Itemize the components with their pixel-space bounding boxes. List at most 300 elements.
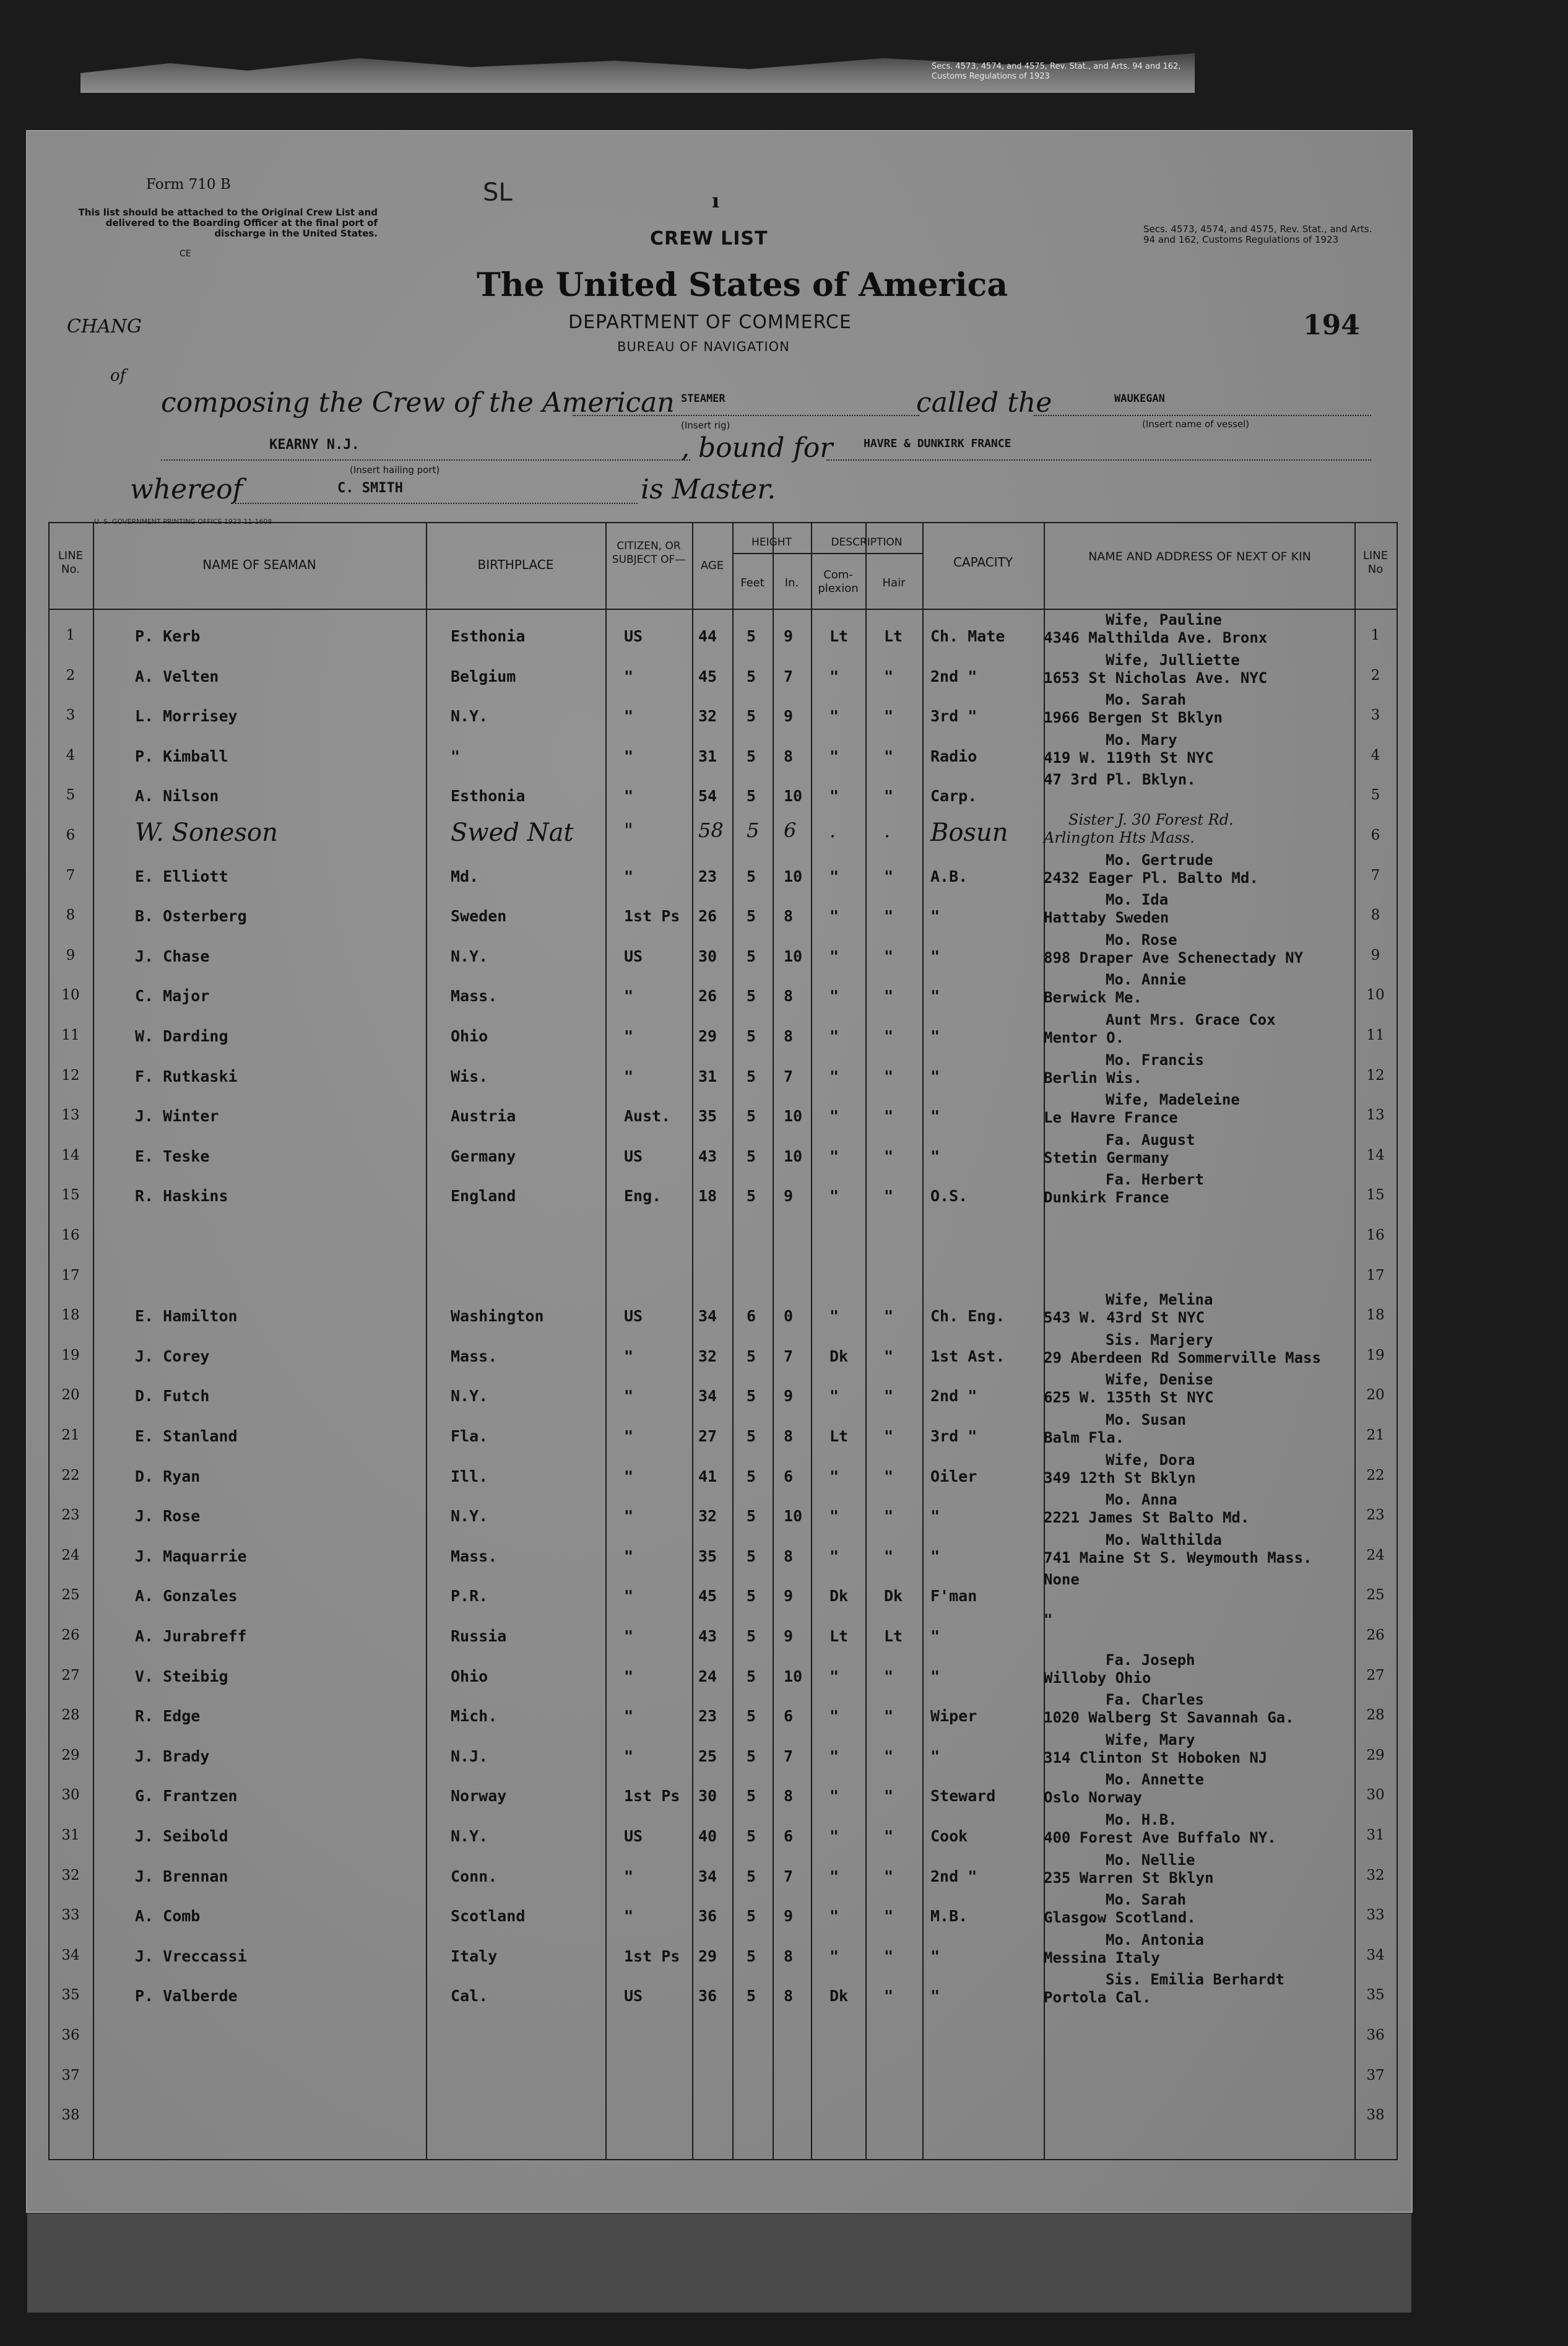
hair: " bbox=[884, 667, 894, 685]
line-number-right: 34 bbox=[1366, 1947, 1385, 1963]
complexion: " bbox=[829, 1707, 839, 1726]
next-of-kin bbox=[1044, 611, 1267, 647]
next-of-kin bbox=[1044, 651, 1267, 687]
next-of-kin-address: 741 Maine St S. Weymouth Mass. bbox=[1044, 1549, 1312, 1566]
next-of-kin-address: 2221 James St Balto Md. bbox=[1044, 1509, 1250, 1527]
next-of-kin-address: Berlin Wis. bbox=[1044, 1069, 1142, 1087]
next-of-kin bbox=[1044, 1011, 1276, 1047]
hair: " bbox=[884, 787, 894, 806]
crew-table bbox=[48, 522, 1398, 2160]
height-feet: 5 bbox=[747, 1347, 756, 1365]
next-of-kin bbox=[1044, 1851, 1214, 1887]
line-number-right: 29 bbox=[1366, 1747, 1385, 1763]
citizenship: Aust. bbox=[624, 1107, 671, 1126]
capacity: Ch. Mate bbox=[930, 627, 1005, 645]
hair: " bbox=[884, 1987, 894, 2005]
citizenship: US bbox=[624, 1827, 643, 1845]
line-number-right: 28 bbox=[1366, 1707, 1385, 1724]
citizenship: " bbox=[624, 667, 634, 685]
line-number-right: 8 bbox=[1371, 907, 1380, 924]
capacity: Wiper bbox=[930, 1707, 977, 1726]
table-row bbox=[48, 2095, 1398, 2134]
seaman-name: B. Osterberg bbox=[135, 907, 247, 926]
citizenship: " bbox=[624, 707, 634, 726]
next-of-kin-address: Le Havre France bbox=[1044, 1109, 1178, 1127]
next-of-kin bbox=[1044, 851, 1258, 887]
seaman-name: J. Seibold bbox=[135, 1827, 228, 1845]
age: 29 bbox=[698, 1947, 717, 1965]
line-number: 17 bbox=[61, 1267, 80, 1284]
hair: Lt bbox=[884, 627, 903, 645]
height-inches: 9 bbox=[784, 627, 794, 645]
capacity: " bbox=[930, 1627, 940, 1645]
capacity: " bbox=[930, 1747, 940, 1765]
seaman-name: J. Chase bbox=[135, 947, 210, 965]
birthplace: Esthonia bbox=[451, 627, 526, 645]
header-description: DESCRIPTION bbox=[831, 536, 903, 549]
line-number-right: 2 bbox=[1371, 667, 1380, 684]
age: 44 bbox=[698, 627, 717, 645]
age: 35 bbox=[698, 1547, 717, 1565]
next-of-kin-address: 349 12th St Bklyn bbox=[1044, 1469, 1196, 1487]
hailing-fill-line bbox=[161, 458, 690, 461]
citizenship: " bbox=[624, 1387, 634, 1405]
line-number-right: 13 bbox=[1366, 1107, 1385, 1124]
height-feet: 5 bbox=[747, 1787, 756, 1805]
line-number: 23 bbox=[61, 1507, 80, 1524]
next-of-kin-address: Messina Italy bbox=[1044, 1948, 1160, 1966]
hair: " bbox=[884, 1547, 894, 1565]
table-row bbox=[48, 931, 1398, 975]
table-row bbox=[48, 1851, 1398, 1895]
table-row bbox=[48, 651, 1398, 695]
capacity: O.S. bbox=[930, 1187, 968, 1206]
country-title: The United States of America bbox=[477, 266, 1008, 304]
subheader-line bbox=[732, 553, 922, 554]
table-row bbox=[48, 1331, 1398, 1375]
complexion: . bbox=[829, 819, 836, 842]
next-of-kin-address: 1966 Bergen St Bklyn bbox=[1044, 709, 1223, 727]
height-feet: 5 bbox=[747, 1387, 756, 1405]
next-of-kin-name: Mo. Walthilda bbox=[1106, 1531, 1222, 1549]
capacity: " bbox=[930, 947, 940, 965]
next-of-kin bbox=[1044, 1531, 1312, 1567]
next-of-kin-name: Fa. Herbert bbox=[1106, 1171, 1204, 1189]
complexion: " bbox=[829, 787, 839, 806]
age: 23 bbox=[698, 1707, 717, 1726]
next-of-kin bbox=[1044, 1051, 1204, 1087]
line-number: 33 bbox=[61, 1907, 80, 1924]
whereof-label: whereof bbox=[130, 474, 243, 505]
line-number: 24 bbox=[61, 1547, 80, 1563]
citizenship: US bbox=[624, 1987, 643, 2005]
vessel-fill-line bbox=[1034, 414, 1371, 416]
table-row bbox=[48, 1931, 1398, 1975]
next-of-kin-address: 314 Clinton St Hoboken NJ bbox=[1044, 1749, 1268, 1766]
citizenship: " bbox=[624, 1547, 634, 1565]
capacity: Steward bbox=[930, 1787, 996, 1805]
complexion: Lt bbox=[829, 1627, 849, 1645]
capacity: " bbox=[930, 907, 940, 926]
next-of-kin bbox=[1044, 1771, 1204, 1807]
line-number: 9 bbox=[66, 947, 76, 963]
seaman-name: W. Soneson bbox=[135, 819, 278, 847]
citizenship: " bbox=[624, 1507, 634, 1526]
height-feet: 5 bbox=[747, 1427, 756, 1445]
department-title: DEPARTMENT OF COMMERCE bbox=[568, 311, 852, 333]
next-of-kin-name: Wife, Pauline bbox=[1106, 611, 1222, 628]
citizenship: 1st Ps bbox=[624, 1787, 680, 1805]
hair: Lt bbox=[884, 1627, 903, 1645]
line-number-right: 17 bbox=[1366, 1267, 1385, 1284]
complexion: " bbox=[829, 1467, 839, 1485]
citizenship: " bbox=[624, 867, 634, 885]
height-inches: 10 bbox=[784, 1667, 803, 1685]
line-number-right: 15 bbox=[1366, 1187, 1385, 1204]
age: 26 bbox=[698, 987, 717, 1006]
birthplace: Russia bbox=[451, 1627, 507, 1645]
height-inches: 10 bbox=[784, 1147, 803, 1165]
line-number: 22 bbox=[61, 1467, 80, 1484]
citizenship: Eng. bbox=[624, 1187, 662, 1206]
height-inches: 10 bbox=[784, 947, 803, 965]
line-number: 19 bbox=[61, 1347, 80, 1363]
next-of-kin bbox=[1044, 1811, 1276, 1847]
capacity: 2nd " bbox=[930, 1867, 977, 1885]
height-inches: 10 bbox=[784, 1507, 803, 1526]
height-feet: 5 bbox=[747, 1507, 756, 1526]
seaman-name: E. Elliott bbox=[135, 867, 228, 885]
crew-list-title: CREW LIST bbox=[650, 228, 768, 250]
next-of-kin-name: Wife, Dora bbox=[1106, 1451, 1195, 1469]
capacity: " bbox=[930, 1507, 940, 1526]
vessel-rig: STEAMER bbox=[681, 393, 726, 405]
master-fill-line bbox=[235, 502, 638, 504]
height-inches: 9 bbox=[784, 1587, 794, 1605]
age: 25 bbox=[698, 1747, 717, 1765]
table-row bbox=[48, 1731, 1398, 1775]
attach-instructions: This list should be attached to the Original Crew List and delivered to the Boarding Officer at the final port of discharge in the United States. bbox=[78, 207, 378, 239]
hair: " bbox=[884, 1467, 894, 1485]
table-row bbox=[48, 1255, 1398, 1295]
birthplace: N.J. bbox=[451, 1747, 488, 1765]
next-of-kin bbox=[1044, 1651, 1195, 1687]
vessel-name: WAUKEGAN bbox=[1114, 393, 1165, 405]
birthplace: Mass. bbox=[451, 1347, 498, 1365]
line-number: 3 bbox=[66, 707, 76, 724]
age: 32 bbox=[698, 1347, 717, 1365]
line-number: 16 bbox=[61, 1227, 80, 1243]
line-number-right: 16 bbox=[1366, 1227, 1385, 1243]
height-inches: 8 bbox=[784, 1947, 794, 1965]
line-number: 30 bbox=[61, 1787, 80, 1804]
seaman-name: J. Rose bbox=[135, 1507, 201, 1526]
complexion: " bbox=[829, 1827, 839, 1845]
next-of-kin-address: Stetin Germany bbox=[1044, 1149, 1169, 1166]
next-of-kin bbox=[1044, 1171, 1204, 1207]
complexion: " bbox=[829, 707, 839, 726]
citizenship: 1st Ps bbox=[624, 907, 680, 926]
height-feet: 5 bbox=[747, 1107, 756, 1126]
table-row bbox=[48, 1091, 1398, 1134]
height-feet: 5 bbox=[747, 667, 756, 685]
age: 32 bbox=[698, 1507, 717, 1526]
age: 26 bbox=[698, 907, 717, 926]
height-feet: 5 bbox=[747, 1867, 756, 1885]
birthplace: Esthonia bbox=[451, 787, 526, 806]
seaman-name: G. Frantzen bbox=[135, 1787, 238, 1805]
height-feet: 5 bbox=[747, 1547, 756, 1565]
hair: " bbox=[884, 1067, 894, 1085]
age: 27 bbox=[698, 1427, 717, 1445]
seaman-name: A. Velten bbox=[135, 667, 219, 685]
next-of-kin-address: 625 W. 135th St NYC bbox=[1044, 1389, 1214, 1407]
next-of-kin bbox=[1044, 1931, 1204, 1967]
birthplace: Mass. bbox=[451, 1547, 498, 1565]
next-of-kin-address: 4346 Malthilda Ave. Bronx bbox=[1044, 629, 1268, 646]
birthplace: Ohio bbox=[451, 1027, 488, 1045]
hair: " bbox=[884, 1707, 894, 1726]
birthplace: P.R. bbox=[451, 1587, 488, 1605]
complexion: " bbox=[829, 1947, 839, 1965]
master-name: C. SMITH bbox=[337, 480, 403, 496]
line-number: 36 bbox=[61, 2027, 80, 2043]
bureau-title: BUREAU OF NAVIGATION bbox=[617, 339, 790, 354]
table-row bbox=[48, 811, 1398, 854]
next-of-kin-name: Fa. August bbox=[1106, 1131, 1195, 1149]
height-feet: 5 bbox=[747, 1747, 756, 1765]
next-of-kin bbox=[1044, 1611, 1106, 1629]
seaman-name: E. Stanland bbox=[135, 1427, 238, 1445]
hair: " bbox=[884, 947, 894, 965]
next-of-kin bbox=[1044, 1971, 1284, 2007]
height-inches: 8 bbox=[784, 1027, 794, 1045]
complexion: " bbox=[829, 987, 839, 1006]
birthplace: N.Y. bbox=[451, 707, 488, 726]
next-of-kin-address: 400 Forest Ave Buffalo NY. bbox=[1044, 1829, 1276, 1846]
complexion: " bbox=[829, 1147, 839, 1165]
line-number: 34 bbox=[61, 1947, 80, 1963]
birthplace: Italy bbox=[451, 1947, 498, 1965]
capacity: " bbox=[930, 987, 940, 1006]
birthplace: N.Y. bbox=[451, 1827, 488, 1845]
seaman-name: J. Winter bbox=[135, 1107, 219, 1126]
master-label: is Master. bbox=[641, 474, 776, 505]
next-of-kin-name: Sister J. 30 Forest Rd. bbox=[1068, 811, 1234, 828]
citizenship: " bbox=[624, 1587, 634, 1605]
line-number: 13 bbox=[61, 1107, 80, 1124]
age: 31 bbox=[698, 747, 717, 765]
height-feet: 5 bbox=[747, 1467, 756, 1485]
height-inches: 9 bbox=[784, 1187, 794, 1206]
next-of-kin-name: Mo. Annette bbox=[1106, 1771, 1204, 1789]
seaman-name: A. Nilson bbox=[135, 787, 219, 806]
age: 30 bbox=[698, 947, 717, 965]
seaman-name: L. Morrisey bbox=[135, 707, 238, 726]
capacity: " bbox=[930, 1987, 940, 2005]
composing-label: composing the Crew of the American bbox=[161, 387, 675, 419]
capacity: M.B. bbox=[930, 1907, 968, 1926]
line-number-right: 4 bbox=[1371, 747, 1380, 763]
age: 43 bbox=[698, 1627, 717, 1645]
capacity: " bbox=[930, 1667, 940, 1685]
height-feet: 5 bbox=[747, 707, 756, 726]
line-number-right: 26 bbox=[1366, 1627, 1385, 1643]
age: 45 bbox=[698, 1587, 717, 1605]
hair: " bbox=[884, 1867, 894, 1885]
height-inches: 6 bbox=[784, 1707, 794, 1726]
header-line-no: LINE No. bbox=[58, 549, 84, 576]
line-number: 20 bbox=[61, 1387, 80, 1404]
next-of-kin-address: Hattaby Sweden bbox=[1044, 909, 1169, 927]
next-of-kin-address: Glasgow Scotland. bbox=[1044, 1909, 1196, 1927]
table-header-bottom-border bbox=[48, 609, 1398, 610]
complexion: " bbox=[829, 747, 839, 765]
next-of-kin bbox=[1044, 1491, 1249, 1527]
next-of-kin-name: Aunt Mrs. Grace Cox bbox=[1106, 1011, 1276, 1028]
capacity: " bbox=[930, 1067, 940, 1085]
seaman-name: E. Teske bbox=[135, 1147, 210, 1165]
line-number-right: 21 bbox=[1366, 1427, 1385, 1443]
line-number: 31 bbox=[61, 1827, 80, 1843]
next-of-kin-name: Mo. Francis bbox=[1106, 1051, 1204, 1069]
birthplace: Fla. bbox=[451, 1427, 488, 1445]
age: 34 bbox=[698, 1307, 717, 1326]
complexion: Dk bbox=[829, 1347, 849, 1365]
birthplace: Washington bbox=[451, 1307, 544, 1326]
table-row bbox=[48, 1215, 1398, 1254]
height-feet: 5 bbox=[747, 1627, 756, 1645]
age: 32 bbox=[698, 707, 717, 726]
table-row bbox=[48, 1171, 1398, 1214]
table-row bbox=[48, 731, 1398, 775]
citizenship: " bbox=[624, 1467, 634, 1485]
birthplace: Norway bbox=[451, 1787, 507, 1805]
line-number: 15 bbox=[61, 1187, 80, 1204]
height-inches: 8 bbox=[784, 1787, 794, 1805]
rig-caption: (Insert rig) bbox=[681, 420, 730, 431]
page-number: 194 bbox=[1303, 310, 1360, 341]
vessel-caption: (Insert name of vessel) bbox=[1142, 419, 1250, 430]
capacity: " bbox=[930, 1947, 940, 1965]
line-number: 8 bbox=[66, 907, 76, 924]
citizenship: US bbox=[624, 1307, 643, 1326]
line-number: 2 bbox=[66, 667, 76, 684]
of-text: of bbox=[110, 367, 126, 385]
destination: HAVRE & DUNKIRK FRANCE bbox=[864, 437, 1011, 450]
line-number-right: 7 bbox=[1371, 867, 1380, 884]
table-row bbox=[48, 1811, 1398, 1854]
line-number-right: 12 bbox=[1366, 1067, 1385, 1084]
seaman-name: J. Brady bbox=[135, 1747, 210, 1765]
table-row bbox=[48, 1131, 1398, 1175]
birthplace: Ohio bbox=[451, 1667, 488, 1685]
line-number-right: 37 bbox=[1366, 2067, 1385, 2083]
complexion: " bbox=[829, 867, 839, 885]
line-number: 5 bbox=[66, 787, 76, 804]
next-of-kin-name: Wife, Melina bbox=[1106, 1291, 1213, 1309]
header-feet: Feet bbox=[740, 576, 765, 589]
seaman-name: P. Kerb bbox=[135, 627, 201, 645]
birthplace: Mich. bbox=[451, 1707, 498, 1726]
next-of-kin-name: Fa. Joseph bbox=[1106, 1651, 1195, 1669]
complexion: " bbox=[829, 1107, 839, 1126]
height-feet: 5 bbox=[747, 1947, 756, 1965]
line-number: 38 bbox=[61, 2107, 80, 2124]
capacity: " bbox=[930, 1027, 940, 1045]
next-of-kin-address: 543 W. 43rd St NYC bbox=[1044, 1309, 1205, 1327]
complexion: Lt bbox=[829, 1427, 849, 1445]
next-of-kin-address: Oslo Norway bbox=[1044, 1789, 1142, 1807]
line-number-right: 5 bbox=[1371, 787, 1380, 804]
hair: " bbox=[884, 1147, 894, 1165]
line-number: 29 bbox=[61, 1747, 80, 1763]
age: 40 bbox=[698, 1827, 717, 1845]
seaman-name: F. Rutkaski bbox=[135, 1067, 238, 1085]
next-of-kin bbox=[1044, 691, 1223, 727]
next-of-kin-address: 1020 Walberg St Savannah Ga. bbox=[1044, 1709, 1294, 1727]
capacity: 2nd " bbox=[930, 667, 977, 685]
height-inches: 8 bbox=[784, 747, 794, 765]
next-of-kin-address: Dunkirk France bbox=[1044, 1189, 1169, 1207]
table-row bbox=[48, 891, 1398, 934]
line-number: 25 bbox=[61, 1587, 80, 1604]
next-of-kin-address: Willoby Ohio bbox=[1044, 1669, 1151, 1687]
table-row bbox=[48, 1451, 1398, 1495]
bound-label: , bound for bbox=[681, 432, 833, 464]
age: 36 bbox=[698, 1987, 717, 2005]
line-number-right: 11 bbox=[1366, 1027, 1385, 1043]
hair: " bbox=[884, 987, 894, 1006]
line-number-right: 22 bbox=[1366, 1467, 1385, 1484]
line-number: 26 bbox=[61, 1627, 80, 1643]
header-inches: In. bbox=[784, 576, 799, 589]
hair: " bbox=[884, 747, 894, 765]
hair: " bbox=[884, 1787, 894, 1805]
next-of-kin-address: 419 W. 119th St NYC bbox=[1044, 749, 1214, 767]
hailing-port: KEARNY N.J. bbox=[269, 437, 360, 453]
next-of-kin-name: Mo. Annie bbox=[1106, 971, 1187, 989]
height-feet: 6 bbox=[747, 1307, 756, 1326]
complexion: " bbox=[829, 1547, 839, 1565]
next-of-kin-name: Wife, Denise bbox=[1106, 1371, 1213, 1389]
height-inches: 8 bbox=[784, 1987, 794, 2005]
next-of-kin-name: Mo. Mary bbox=[1106, 731, 1177, 749]
citizenship: " bbox=[624, 1747, 634, 1765]
height-feet: 5 bbox=[747, 1667, 756, 1685]
next-of-kin bbox=[1044, 811, 1234, 847]
next-of-kin-address: Portola Cal. bbox=[1044, 1989, 1151, 2007]
next-of-kin-address: 898 Draper Ave Schenectady NY bbox=[1044, 949, 1304, 967]
next-of-kin bbox=[1044, 1571, 1106, 1589]
age: 34 bbox=[698, 1387, 717, 1405]
table-row bbox=[48, 1691, 1398, 1734]
table-row bbox=[48, 851, 1398, 895]
height-feet: 5 bbox=[747, 867, 756, 885]
citizenship: 1st Ps bbox=[624, 1947, 680, 1965]
table-row bbox=[48, 1291, 1398, 1334]
birthplace: England bbox=[451, 1187, 516, 1206]
age: 23 bbox=[698, 867, 717, 885]
seaman-name: E. Hamilton bbox=[135, 1307, 238, 1326]
hair: " bbox=[884, 1027, 894, 1045]
table-row bbox=[48, 2015, 1398, 2054]
line-number-right: 27 bbox=[1366, 1667, 1385, 1683]
hair: " bbox=[884, 1187, 894, 1206]
line-number: 6 bbox=[66, 827, 76, 843]
next-of-kin-address: 1653 St Nicholas Ave. NYC bbox=[1044, 669, 1268, 687]
header-height: HEIGHT bbox=[752, 536, 792, 549]
